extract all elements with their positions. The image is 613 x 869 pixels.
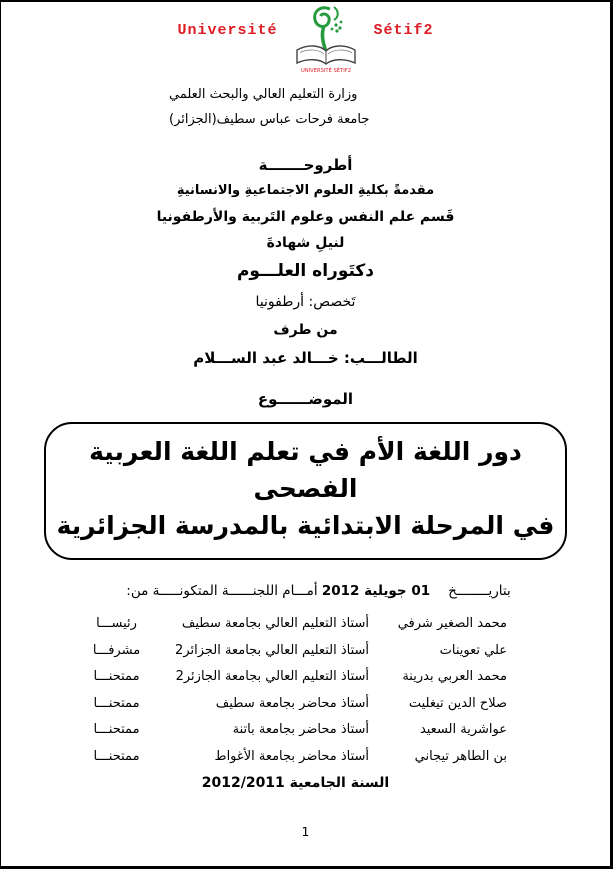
member-affiliation: أستاذ التعليم العالي بجامعة الجازئر2 xyxy=(175,669,369,684)
table-row xyxy=(1,664,507,691)
member-affiliation: أستاذ محاضر بجامعة باتنة xyxy=(232,722,369,737)
specialty-line: تَخصص: أرطفونيا xyxy=(255,294,356,310)
thesis-title-line1: دور اللغة الأم في تعلم اللغة العربية الفصحى xyxy=(89,437,522,503)
defense-date-line xyxy=(1,583,610,599)
member-role: ممتحنـــا xyxy=(93,748,140,764)
ministry-line: وزارة التعليم العالي والبحث العلمي xyxy=(169,87,358,102)
member-affiliation: أستاذ محاضر بجامعة الأغواط xyxy=(214,748,369,764)
university-setif-logo-icon xyxy=(294,4,358,76)
table-row xyxy=(1,638,507,665)
by-line: من طرف xyxy=(273,322,338,338)
university-name-left: Université xyxy=(177,22,278,39)
page-number: 1 xyxy=(301,824,310,839)
faculty-line: مقدمةً بكليةِ العلوم الاجتماعيةِ والانسانيةِ xyxy=(176,183,435,198)
member-role: ممتحنـــا xyxy=(93,722,140,737)
table-row xyxy=(1,691,507,718)
member-role: رئيســـا xyxy=(96,616,137,631)
member-name: محمد العربي بدرينة xyxy=(402,669,507,684)
committee-table xyxy=(1,611,610,770)
ministry-block xyxy=(169,82,369,132)
member-name: عواشرية السعيد xyxy=(419,722,507,737)
member-affiliation: أستاذ التعليم العالي بجامعة الجزائر2 xyxy=(175,642,369,658)
defense-date: 01 جويلية 2012 xyxy=(321,583,431,599)
member-role: ممتحنـــا xyxy=(93,669,140,684)
member-role: ممتحنـــا xyxy=(93,695,140,711)
member-name: صلاح الدين تيغليت xyxy=(408,695,507,711)
university-name-right: Sétif2 xyxy=(373,22,434,39)
thesis-title-line2: في المرحلة الابتدائية بالمدرسة الجزائرية xyxy=(56,511,555,540)
subject-label: الموضــــــوع xyxy=(257,390,354,408)
member-name: محمد الصغير شرفي xyxy=(397,616,507,631)
logo-caption-text: UNIVERSITÉ SÉTIF2 xyxy=(300,68,351,74)
defense-prefix: بتاريــــــــخ xyxy=(448,583,511,599)
thesis-word: أطروحـــــــة xyxy=(258,156,353,174)
department-line: قَسم علم النفس وعلوم التَربية والأرطفونيا xyxy=(156,209,455,225)
member-role: مشرفـــا xyxy=(92,642,141,658)
table-row xyxy=(1,744,507,771)
academic-year: السنة الجامعية 2012/2011 xyxy=(201,775,390,791)
student-line: الطالـــب: خـــالد عبد الســـلام xyxy=(193,349,418,367)
thesis-title-box xyxy=(44,422,567,560)
member-affiliation: أستاذ التعليم العالي بجامعة سطيف xyxy=(181,616,369,631)
university-line: جامعة فرحات عباس سطيف(الجزائر) xyxy=(169,112,370,127)
for-degree-line: لنيلِ شهادةَ xyxy=(266,235,345,251)
member-affiliation: أستاذ محاضر بجامعة سطيف xyxy=(215,695,369,711)
degree-line: دكتَوراه العلـــوم xyxy=(236,261,375,281)
header xyxy=(1,2,610,76)
member-name: علي تعوينات xyxy=(439,642,507,658)
defense-suffix: أمـــام اللجنــــــة المتكونـــــة من: xyxy=(126,583,318,599)
table-row xyxy=(1,717,507,744)
table-row xyxy=(1,611,507,638)
member-name: بن الطاهر تيجاني xyxy=(414,748,507,764)
